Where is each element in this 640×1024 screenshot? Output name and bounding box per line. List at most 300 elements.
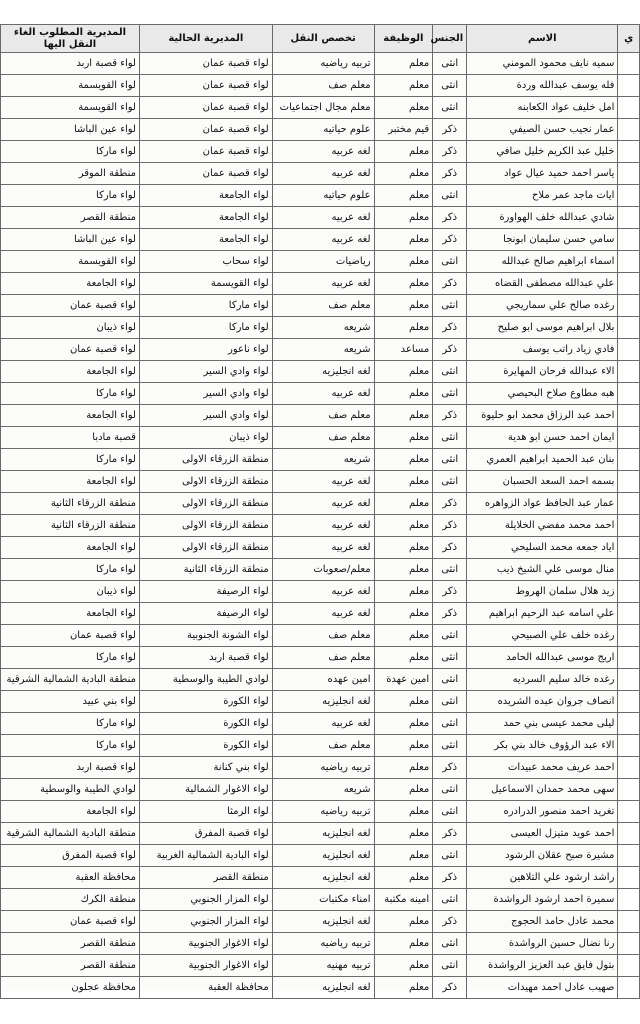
cell-requested: لواء قصبة عمان [1, 625, 140, 647]
cell-requested: لواء قصبة اربد [1, 757, 140, 779]
cell-job: معلم [374, 471, 433, 493]
cell-current: لواء الكورة [139, 735, 272, 757]
table-row [1, 383, 640, 405]
cell-spec: لغه عربيه [272, 493, 374, 515]
table-row [1, 603, 640, 625]
cell-job: معلم [374, 911, 433, 933]
cell-job: معلم [374, 75, 433, 97]
cell-job: معلم [374, 361, 433, 383]
cell-idx [618, 581, 640, 603]
table-row [1, 955, 640, 977]
cell-job: معلم [374, 691, 433, 713]
cell-name: راشد ارشود علي التلاهين [467, 867, 618, 889]
cell-spec: لغه عربيه [272, 515, 374, 537]
cell-gender: انثى [433, 669, 467, 691]
cell-job: معلم [374, 97, 433, 119]
cell-current: لواء الكورة [139, 691, 272, 713]
cell-requested: منطقة القصر [1, 955, 140, 977]
cell-job: معلم [374, 273, 433, 295]
cell-current: لواء الاغوار الجنوبية [139, 933, 272, 955]
cell-gender: ذكر [433, 911, 467, 933]
cell-spec: لغه عربيه [272, 383, 374, 405]
cell-gender: ذكر [433, 405, 467, 427]
cell-current: لواء قصبة عمان [139, 97, 272, 119]
cell-idx [618, 97, 640, 119]
cell-gender: انثى [433, 97, 467, 119]
cell-job: معلم [374, 559, 433, 581]
cell-job: معلم [374, 163, 433, 185]
cell-current: منطقة الزرقاء الاولى [139, 515, 272, 537]
cell-name: ياسر احمد حميد عيال عواد [467, 163, 618, 185]
cell-gender: انثى [433, 691, 467, 713]
cell-idx [618, 75, 640, 97]
cell-idx [618, 185, 640, 207]
cell-gender: ذكر [433, 603, 467, 625]
cell-job: معلم [374, 581, 433, 603]
cell-gender: انثى [433, 625, 467, 647]
cell-name: الاء عبدالله فرحان المهايرة [467, 361, 618, 383]
cell-spec: معلم صف [272, 295, 374, 317]
cell-name: منال موسى علي الشيخ ذيب [467, 559, 618, 581]
cell-gender: انثى [433, 295, 467, 317]
cell-requested: لواء ماركا [1, 735, 140, 757]
cell-spec: تربيه مهنيه [272, 955, 374, 977]
header-job: الوظيفة [374, 25, 433, 53]
cell-idx [618, 647, 640, 669]
table-row [1, 515, 640, 537]
cell-spec: شريعه [272, 339, 374, 361]
cell-idx [618, 229, 640, 251]
cell-current: لوادي الطيبة والوسطية [139, 669, 272, 691]
cell-idx [618, 603, 640, 625]
cell-idx [618, 955, 640, 977]
cell-spec: تربيه رياضيه [272, 933, 374, 955]
cell-requested: لواء قصبة عمان [1, 339, 140, 361]
cell-requested: لواء ذيبان [1, 317, 140, 339]
cell-idx [618, 207, 640, 229]
cell-job: معلم [374, 317, 433, 339]
cell-spec: معلم/صعوبات [272, 559, 374, 581]
table-row [1, 141, 640, 163]
cell-name: ليلى محمد عيسى بني حمد [467, 713, 618, 735]
cell-requested: منطقة القصر [1, 207, 140, 229]
cell-gender: انثى [433, 75, 467, 97]
cell-current: محافظة العقبة [139, 977, 272, 999]
table-row [1, 493, 640, 515]
cell-job: معلم [374, 295, 433, 317]
cell-current: لواء الرصيفة [139, 581, 272, 603]
cell-name: ايات ماجد عمر ملاح [467, 185, 618, 207]
cell-gender: انثى [433, 955, 467, 977]
cell-current: لواء القويسمة [139, 273, 272, 295]
cell-gender: انثى [433, 427, 467, 449]
cell-job: معلم [374, 207, 433, 229]
cell-spec: لغه عربيه [272, 207, 374, 229]
cell-spec: معلم صف [272, 405, 374, 427]
header-requested: المديرية المطلوب الغاء النقل اليها [1, 25, 140, 53]
table-row [1, 361, 640, 383]
cell-current: منطقة الزرقاء الثانية [139, 559, 272, 581]
cell-idx [618, 559, 640, 581]
cell-gender: انثى [433, 449, 467, 471]
cell-idx [618, 867, 640, 889]
cell-idx [618, 405, 640, 427]
cell-current: لواء الرصيفة [139, 603, 272, 625]
cell-idx [618, 449, 640, 471]
cell-name: احمد عويد متيزل العيسى [467, 823, 618, 845]
cell-gender: ذكر [433, 339, 467, 361]
table-row [1, 823, 640, 845]
cell-requested: لواء الجامعة [1, 801, 140, 823]
cell-current: لواء المزار الجنوبي [139, 911, 272, 933]
cell-gender: ذكر [433, 977, 467, 999]
cell-gender: ذكر [433, 229, 467, 251]
table-row [1, 427, 640, 449]
cell-requested: لواء عين الباشا [1, 229, 140, 251]
cell-spec: لغه انجليزيه [272, 845, 374, 867]
table-row [1, 977, 640, 999]
cell-gender: انثى [433, 53, 467, 75]
cell-job: معلم [374, 229, 433, 251]
cell-spec: لغه عربيه [272, 163, 374, 185]
cell-name: خليل عبد الكريم خليل صافي [467, 141, 618, 163]
cell-job: معلم [374, 427, 433, 449]
table-row [1, 97, 640, 119]
cell-gender: انثى [433, 779, 467, 801]
cell-requested: لواء الجامعة [1, 361, 140, 383]
cell-current: منطقة الزرقاء الاولى [139, 449, 272, 471]
cell-idx [618, 779, 640, 801]
header-current: المديرية الحالية [139, 25, 272, 53]
cell-spec: لغه انجليزيه [272, 361, 374, 383]
cell-gender: ذكر [433, 493, 467, 515]
cell-current: لواء قصبة عمان [139, 141, 272, 163]
cell-requested: لواء بني عبيد [1, 691, 140, 713]
cell-current: لواء قصبة عمان [139, 163, 272, 185]
cell-requested: لواء القويسمة [1, 251, 140, 273]
cell-requested: لواء قصبة المفرق [1, 845, 140, 867]
table-row [1, 471, 640, 493]
cell-requested: لوادي الطيبة والوسطية [1, 779, 140, 801]
cell-spec: معلم صف [272, 647, 374, 669]
cell-job: معلم [374, 405, 433, 427]
table-body [1, 53, 640, 999]
cell-name: شادي عبدالله خلف الهواورة [467, 207, 618, 229]
cell-requested: لواء ماركا [1, 141, 140, 163]
cell-name: بنان عبد الحميد ابراهيم العمري [467, 449, 618, 471]
cell-job: معلم [374, 647, 433, 669]
cell-spec: معلم مجال اجتماعيات [272, 97, 374, 119]
cell-job: معلم [374, 801, 433, 823]
cell-requested: لواء عين الباشا [1, 119, 140, 141]
cell-requested: قصبة مادبا [1, 427, 140, 449]
table-row [1, 801, 640, 823]
cell-current: منطقة الزرقاء الاولى [139, 537, 272, 559]
cell-idx [618, 471, 640, 493]
cell-idx [618, 713, 640, 735]
cell-idx [618, 889, 640, 911]
cell-requested: لواء الجامعة [1, 273, 140, 295]
cell-current: لواء ماركا [139, 295, 272, 317]
cell-current: لواء الرمثا [139, 801, 272, 823]
cell-name: رغده صالح علي سماريجي [467, 295, 618, 317]
cell-requested: محافظة عجلون [1, 977, 140, 999]
cell-idx [618, 317, 640, 339]
header-gender: الجنس [433, 25, 467, 53]
table-row [1, 889, 640, 911]
cell-requested: لواء ماركا [1, 449, 140, 471]
cell-name: احمد عريف محمد عبيدات [467, 757, 618, 779]
cell-current: لواء قصبة عمان [139, 75, 272, 97]
header-index: ي [618, 25, 640, 53]
table-row [1, 449, 640, 471]
cell-gender: انثى [433, 251, 467, 273]
cell-job: معلم [374, 779, 433, 801]
cell-job: معلم [374, 493, 433, 515]
cell-requested: لواء قصبة عمان [1, 911, 140, 933]
cell-gender: انثى [433, 361, 467, 383]
cell-idx [618, 251, 640, 273]
table-row [1, 339, 640, 361]
cell-requested: لواء القويسمة [1, 97, 140, 119]
table-row [1, 53, 640, 75]
cell-name: انصاف جروان عبده الشريده [467, 691, 618, 713]
cell-job: معلم [374, 603, 433, 625]
cell-name: فله يوسف عبدالله وردة [467, 75, 618, 97]
cell-name: اسماء ابراهيم صالح عبدالله [467, 251, 618, 273]
cell-spec: معلم صف [272, 75, 374, 97]
table-row [1, 295, 640, 317]
cell-gender: انثى [433, 471, 467, 493]
cell-gender: انثى [433, 647, 467, 669]
cell-current: لواء وادي السير [139, 405, 272, 427]
cell-gender: ذكر [433, 317, 467, 339]
cell-requested: منطقة القصر [1, 933, 140, 955]
cell-idx [618, 273, 640, 295]
cell-spec: علوم حياتيه [272, 185, 374, 207]
table-row [1, 779, 640, 801]
cell-current: لواء الجامعة [139, 207, 272, 229]
cell-current: لواء قصبة المفرق [139, 823, 272, 845]
cell-current: لواء ذيبان [139, 427, 272, 449]
cell-idx [618, 977, 640, 999]
table-row [1, 273, 640, 295]
table-row [1, 405, 640, 427]
cell-job: معلم [374, 141, 433, 163]
cell-spec: لغه عربيه [272, 537, 374, 559]
document-scan [0, 24, 634, 993]
cell-job: معلم [374, 449, 433, 471]
cell-name: علي عبدالله مصطفى القضاه [467, 273, 618, 295]
cell-idx [618, 141, 640, 163]
cell-spec: تربيه رياضيه [272, 801, 374, 823]
cell-idx [618, 735, 640, 757]
table-row [1, 625, 640, 647]
cell-requested: محافظة العقبة [1, 867, 140, 889]
cell-idx [618, 383, 640, 405]
table-row [1, 845, 640, 867]
cell-current: لواء الشونة الجنوبية [139, 625, 272, 647]
cell-current: لواء وادي السير [139, 361, 272, 383]
cell-job: معلم [374, 515, 433, 537]
cell-idx [618, 537, 640, 559]
cell-idx [618, 119, 640, 141]
cell-name: احمد محمد مفضي الخلايلة [467, 515, 618, 537]
cell-name: هبه مطاوع صلاح البحيصي [467, 383, 618, 405]
cell-requested: لواء ماركا [1, 647, 140, 669]
table-row [1, 757, 640, 779]
cell-gender: انثى [433, 889, 467, 911]
cell-job: معلم [374, 823, 433, 845]
cell-job: معلم [374, 383, 433, 405]
cell-spec: لغه عربيه [272, 581, 374, 603]
cell-name: ايمان احمد حسن ابو هدية [467, 427, 618, 449]
table-row [1, 317, 640, 339]
table-row [1, 735, 640, 757]
cell-name: رغده خلف علي الصبيحي [467, 625, 618, 647]
cell-idx [618, 493, 640, 515]
cell-job: امينه مكتبة [374, 889, 433, 911]
header-name: الاسم [467, 25, 618, 53]
cell-current: لواء الاغوار الشمالية [139, 779, 272, 801]
cell-idx [618, 845, 640, 867]
cell-current: لواء سحاب [139, 251, 272, 273]
cell-gender: انثى [433, 713, 467, 735]
table-row [1, 933, 640, 955]
cell-gender: ذكر [433, 823, 467, 845]
cell-spec: لغه عربيه [272, 229, 374, 251]
cell-spec: تربيه رياضيه [272, 53, 374, 75]
cell-name: عمار عبد الحافظ عواد الزواهره [467, 493, 618, 515]
cell-requested: لواء قصبة عمان [1, 295, 140, 317]
cell-name: بتول فايق عبد العزيز الرواشدة [467, 955, 618, 977]
cell-current: منطقة القصر [139, 867, 272, 889]
cell-name: تغريد احمد منصور الدرادره [467, 801, 618, 823]
cell-gender: ذكر [433, 515, 467, 537]
cell-job: معلم [374, 53, 433, 75]
cell-current: لواء وادي السير [139, 383, 272, 405]
cell-spec: شريعه [272, 779, 374, 801]
cell-requested: لواء الجامعة [1, 603, 140, 625]
cell-spec: لغه انجليزيه [272, 977, 374, 999]
cell-spec: رياضيات [272, 251, 374, 273]
cell-spec: لغه عربيه [272, 603, 374, 625]
cell-job: معلم [374, 955, 433, 977]
cell-job: امين عهدة [374, 669, 433, 691]
cell-name: اياد جمعه محمد السليحي [467, 537, 618, 559]
cell-name: سميه نايف محمود المومني [467, 53, 618, 75]
table-row [1, 713, 640, 735]
cell-name: رنا نضال حسين الرواشدة [467, 933, 618, 955]
cell-idx [618, 933, 640, 955]
cell-job: معلم [374, 977, 433, 999]
cell-name: بلال ابراهيم موسى ابو صليح [467, 317, 618, 339]
cell-name: امل خليف عواد الكعابنه [467, 97, 618, 119]
cell-spec: لغه انجليزيه [272, 691, 374, 713]
table-row [1, 207, 640, 229]
cell-name: سامي حسن سليمان ابونجا [467, 229, 618, 251]
cell-idx [618, 669, 640, 691]
table-row [1, 185, 640, 207]
cell-current: لواء قصبة عمان [139, 119, 272, 141]
cell-job: معلم [374, 713, 433, 735]
cell-current: لواء الجامعة [139, 229, 272, 251]
cell-name: الاء عبد الرؤوف خالد بني بكر [467, 735, 618, 757]
cell-requested: لواء ماركا [1, 383, 140, 405]
cell-idx [618, 427, 640, 449]
cell-idx [618, 515, 640, 537]
cell-requested: منطقة الزرقاء الثانية [1, 515, 140, 537]
cell-gender: ذكر [433, 867, 467, 889]
cell-spec: لغه انجليزيه [272, 867, 374, 889]
cell-current: لواء البادية الشمالية الغربية [139, 845, 272, 867]
cell-current: لواء الكورة [139, 713, 272, 735]
cell-idx [618, 361, 640, 383]
cell-name: زيد هلال سلمان الهروط [467, 581, 618, 603]
cell-requested: منطقة البادية الشمالية الشرقية [1, 669, 140, 691]
cell-gender: ذكر [433, 207, 467, 229]
cell-spec: امناء مكتبات [272, 889, 374, 911]
cell-requested: لواء الجامعة [1, 405, 140, 427]
cell-gender: ذكر [433, 581, 467, 603]
cell-spec: معلم صف [272, 735, 374, 757]
cell-job: معلم [374, 185, 433, 207]
cell-name: اريج موسى عبدالله الحامد [467, 647, 618, 669]
cell-requested: لواء ماركا [1, 185, 140, 207]
cell-spec: معلم صف [272, 625, 374, 647]
cell-job: معلم [374, 625, 433, 647]
table-row [1, 75, 640, 97]
cell-idx [618, 625, 640, 647]
cell-gender: ذكر [433, 163, 467, 185]
cell-requested: لواء ماركا [1, 713, 140, 735]
cell-requested: منطقة البادية الشمالية الشرقية [1, 823, 140, 845]
cell-current: لواء الجامعة [139, 185, 272, 207]
cell-gender: انثى [433, 185, 467, 207]
cell-idx [618, 911, 640, 933]
cell-requested: منطقة الزرقاء الثانية [1, 493, 140, 515]
cell-current: لواء بني كنانة [139, 757, 272, 779]
cell-current: منطقة الزرقاء الاولى [139, 471, 272, 493]
cell-requested: لواء ماركا [1, 559, 140, 581]
cell-requested: منطقة الكرك [1, 889, 140, 911]
cell-spec: تربيه رياضيه [272, 757, 374, 779]
cell-current: لواء ماركا [139, 317, 272, 339]
table-row [1, 559, 640, 581]
cell-idx [618, 823, 640, 845]
cell-job: معلم [374, 933, 433, 955]
cell-current: لواء المزار الجنوبي [139, 889, 272, 911]
cell-job: معلم [374, 845, 433, 867]
cell-name: رغده خالد سليم السرديه [467, 669, 618, 691]
cell-job: معلم [374, 867, 433, 889]
cell-job: معلم [374, 757, 433, 779]
cell-spec: لغه عربيه [272, 273, 374, 295]
cell-spec: لغه عربيه [272, 141, 374, 163]
cell-job: مساعد [374, 339, 433, 361]
cell-name: بسمه احمد السعد الحسبان [467, 471, 618, 493]
cell-gender: ذكر [433, 273, 467, 295]
cell-spec: لغه عربيه [272, 713, 374, 735]
cell-name: محمد عادل حامد الحجوج [467, 911, 618, 933]
table-header-row [1, 25, 640, 53]
cell-requested: لواء قصبة اربد [1, 53, 140, 75]
table-row [1, 119, 640, 141]
cell-name: مشيرة صبح عقلان الرشود [467, 845, 618, 867]
cell-name: سهى محمد حمدان الاسماعيل [467, 779, 618, 801]
cell-current: لواء قصبة عمان [139, 53, 272, 75]
cell-idx [618, 691, 640, 713]
